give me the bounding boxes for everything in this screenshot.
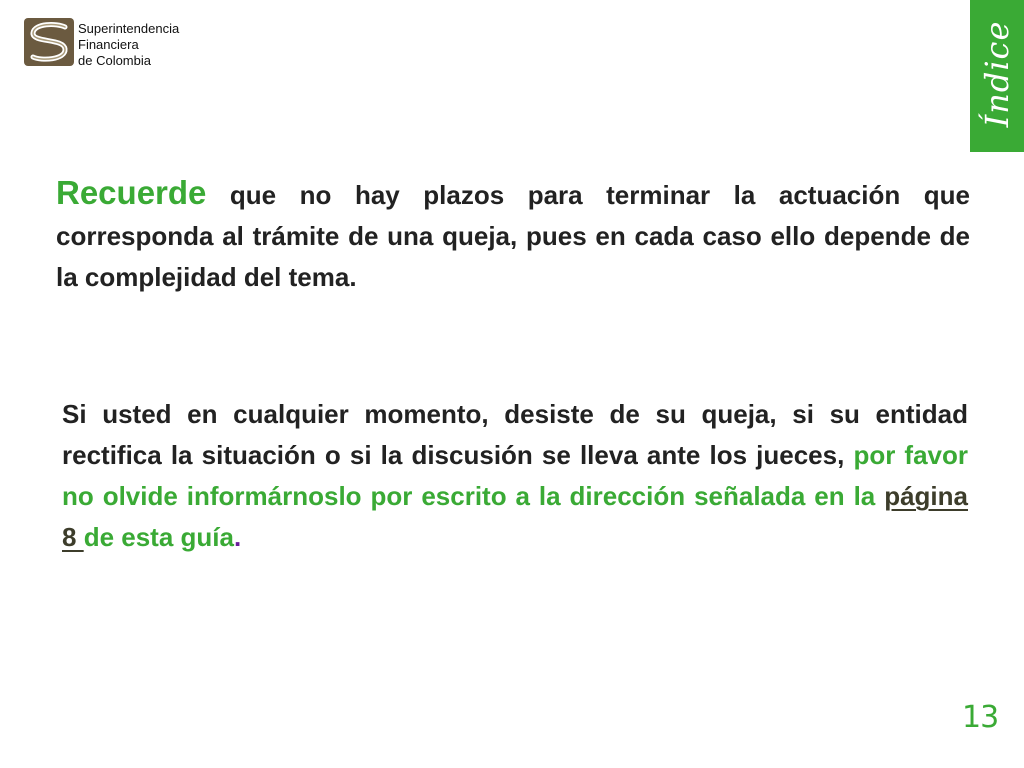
guide-reference-text: de esta guía	[83, 522, 234, 552]
reminder-text: que no hay plazos para terminar la actuación que corresponda al trámite de una queja, pues en cada caso ello depende de la complejidad del tema.	[56, 180, 970, 292]
superintendencia-logo-icon	[24, 18, 74, 66]
logo-line-3: de Colombia	[78, 53, 151, 68]
index-tab-button[interactable]	[970, 0, 1024, 152]
reminder-lead-word: Recuerde	[56, 174, 207, 211]
withdrawal-text: Si usted en cualquier momento, desiste de su queja, si su entidad rectifica la situación o si la discusión se lleva ante los jueces,	[62, 399, 968, 470]
closing-period: .	[233, 522, 242, 552]
page-8-link[interactable]: página 8	[62, 481, 968, 552]
logo-line-2: Financiera	[78, 37, 139, 52]
page-number: 13	[962, 700, 999, 735]
withdrawal-instruction-text: por favor no olvide informárnoslo por escrito a la dirección señalada en la	[62, 440, 969, 511]
logo-line-1: Superintendencia	[78, 21, 180, 36]
logo-wordmark	[78, 21, 179, 69]
reminder-paragraph	[56, 172, 970, 298]
brand-logo	[24, 18, 179, 69]
index-tab-label: Índice	[978, 20, 1016, 128]
withdrawal-paragraph	[62, 394, 968, 558]
